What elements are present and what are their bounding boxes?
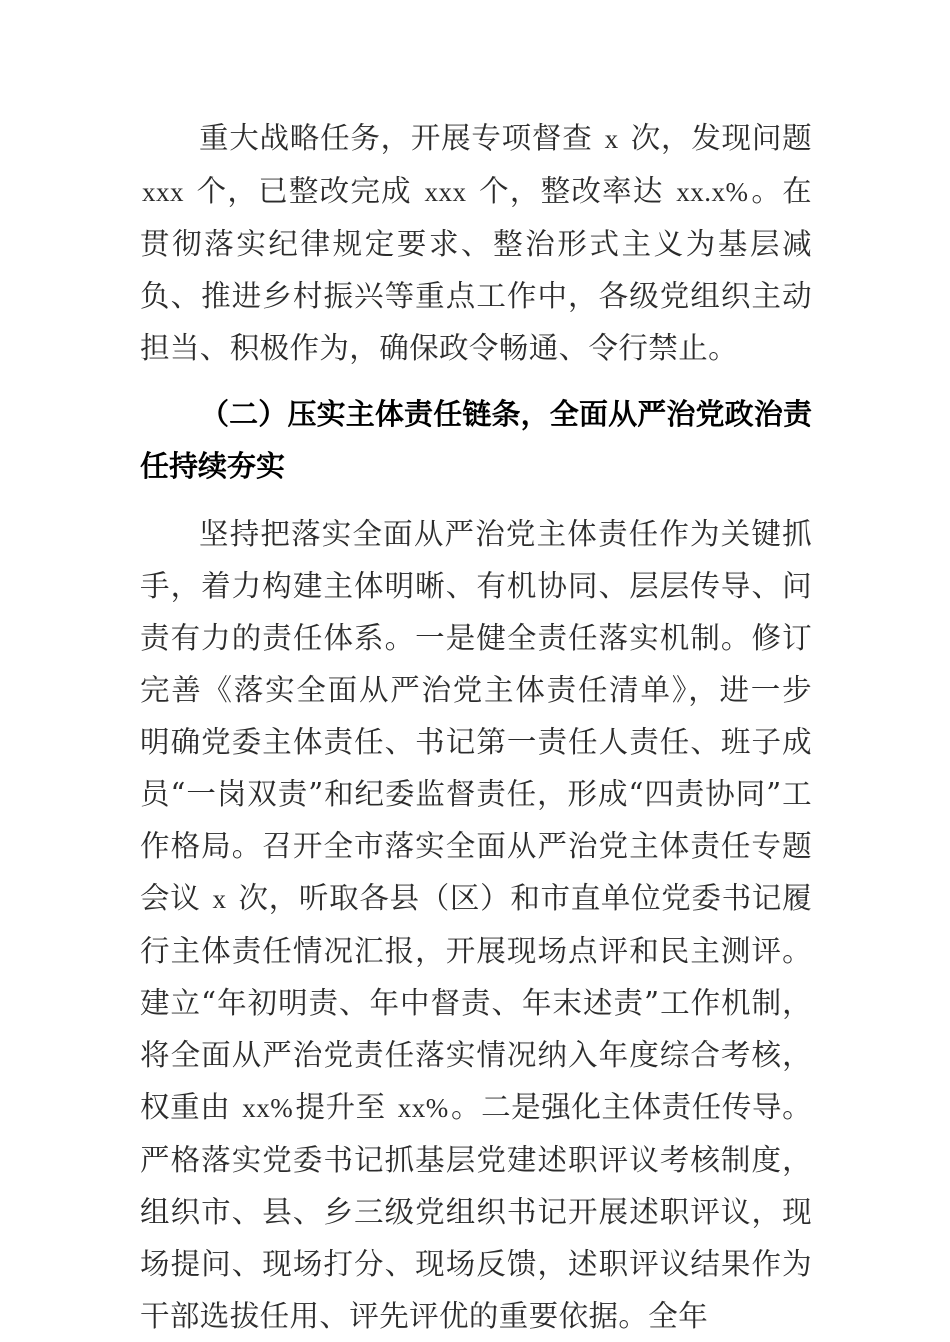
latin-placeholder: xxx [424,177,467,207]
latin-placeholder: xx% [242,1093,294,1123]
paragraph-main-responsibility: 坚持把落实全面从严治党主体责任作为关键抓手，着力构建主体明晰、有机协同、层层传导、问责有力的责任体系。一是健全责任落实机制。修订完善《落实全面从严治党主体责任清单》，进一步明确党委主体责任、书记第一责任人责任、班子成员“一岗双责”和纪委监督责任，形成“四责协同”工作格局。召开全市落实全面从严治党主体责任专题会议 x 次，听取各县（区）和市直单位党委书记履行主体责任情况汇报，开展现场点评和民主测评。建立“年初明责、年中督责、年末述责”工作机制，将全面从严治党责任落实情况纳入年度综合考核，权重由 xx%提升至 xx%。二是强化主体责任传导。严格落实党委书记抓基层党建述职评议考核制度，组织市、县、乡三级党组织书记开展述职评议，现场提问、现场打分、现场反馈，述职评议结果作为干部选拔任用、评先评优的重要依据。全年 [140,517,812,1333]
latin-placeholder: xx% [397,1093,449,1123]
latin-placeholder: x [604,124,619,154]
block-spacer [140,374,812,388]
latin-placeholder: xx.x% [676,177,749,207]
document-content [140,112,812,1342]
heading-section-two: （二）压实主体责任链条，全面从严治党政治责任持续夯实 [140,397,812,483]
latin-placeholder: x [212,884,227,914]
paragraph-supervision-rectification: 重大战略任务，开展专项督查 x 次，发现问题 xxx 个，已整改完成 xxx 个，整改率达 xx.x%。在贯彻落实纪律规定要求、整治形式主义为基层减负、推进乡村振兴等重点工作中，各级党组织主动担当、积极作为，确保政令畅通、令行禁止。 [140,121,812,365]
latin-placeholder: xxx [142,177,184,207]
block-spacer [140,492,812,508]
